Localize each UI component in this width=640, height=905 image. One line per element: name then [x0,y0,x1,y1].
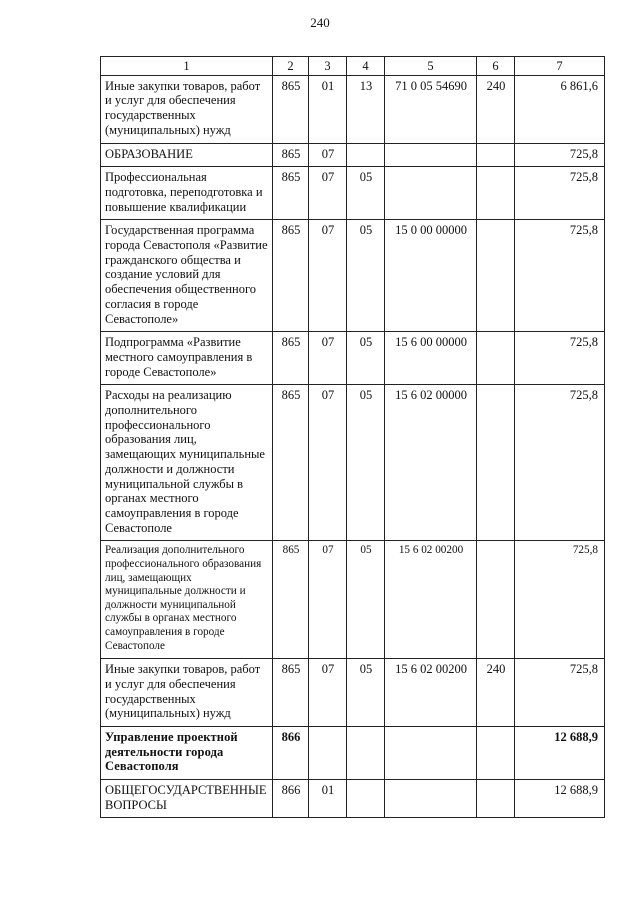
row-name: Иные закупки товаров, работ и услуг для обеспечения государственных (муниципальных) нужд [101,659,273,727]
budget-table [100,56,605,818]
section-code: 07 [309,220,347,332]
row-name: ОБРАЗОВАНИЕ [101,143,273,167]
row-name: Подпрограмма «Развитие местного самоуправления в городе Севастополе» [101,332,273,385]
subsection-code: 05 [347,659,385,727]
table-row [101,726,605,779]
expense-type [477,220,515,332]
column-header: 6 [477,57,515,76]
subsection-code: 05 [347,220,385,332]
amount: 725,8 [515,332,605,385]
table-row [101,220,605,332]
row-name: Реализация дополнительного профессионального образования лиц, замещающих муниципальные должности и должности муниципальной службы в органах местного самоуправления в городе Севастополе [101,541,273,659]
table-row [101,143,605,167]
row-name: Профессиональная подготовка, переподготовка и повышение квалификации [101,167,273,220]
subsection-code: 05 [347,332,385,385]
row-name: Государственная программа города Севастополя «Развитие гражданского общества и создание условий для обеспечения общественного согласия в городе Севастополе» [101,220,273,332]
section-code: 01 [309,75,347,143]
table-row [101,385,605,541]
ministry-code: 866 [273,780,309,818]
target-article [385,143,477,167]
ministry-code: 865 [273,659,309,727]
row-name: Управление проектной деятельности города Севастополя [101,726,273,779]
target-article: 15 0 00 00000 [385,220,477,332]
table-row [101,780,605,818]
subsection-code: 05 [347,541,385,659]
ministry-code: 866 [273,726,309,779]
row-name: Расходы на реализацию дополнительного профессионального образования лиц, замещающих муниципальные должности и должности муниципальной службы в органах местного самоуправления в городе Севастополе [101,385,273,541]
target-article: 15 6 02 00000 [385,385,477,541]
section-code: 07 [309,541,347,659]
amount: 725,8 [515,167,605,220]
expense-type [477,143,515,167]
ministry-code: 865 [273,220,309,332]
target-article: 15 6 02 00200 [385,541,477,659]
subsection-code [347,780,385,818]
target-article [385,780,477,818]
subsection-code [347,143,385,167]
ministry-code: 865 [273,143,309,167]
subsection-code: 13 [347,75,385,143]
column-header: 5 [385,57,477,76]
expense-type [477,541,515,659]
amount: 12 688,9 [515,726,605,779]
section-code: 01 [309,780,347,818]
column-header: 2 [273,57,309,76]
amount: 725,8 [515,143,605,167]
expense-type [477,780,515,818]
row-name: ОБЩЕГОСУДАРСТВЕННЫЕ ВОПРОСЫ [101,780,273,818]
amount: 12 688,9 [515,780,605,818]
table-row [101,541,605,659]
column-header: 7 [515,57,605,76]
expense-type [477,385,515,541]
target-article [385,167,477,220]
page-number: 240 [310,15,330,30]
amount: 725,8 [515,541,605,659]
section-code: 07 [309,332,347,385]
ministry-code: 865 [273,332,309,385]
row-name: Иные закупки товаров, работ и услуг для обеспечения государственных (муниципальных) нужд [101,75,273,143]
column-header: 3 [309,57,347,76]
section-code [309,726,347,779]
target-article: 71 0 05 54690 [385,75,477,143]
ministry-code: 865 [273,385,309,541]
subsection-code [347,726,385,779]
subsection-code: 05 [347,385,385,541]
expense-type [477,726,515,779]
section-code: 07 [309,659,347,727]
table-header-row [101,57,605,76]
ministry-code: 865 [273,75,309,143]
amount: 6 861,6 [515,75,605,143]
amount: 725,8 [515,220,605,332]
amount: 725,8 [515,659,605,727]
section-code: 07 [309,143,347,167]
section-code: 07 [309,167,347,220]
section-code: 07 [309,385,347,541]
target-article: 15 6 02 00200 [385,659,477,727]
column-header: 4 [347,57,385,76]
column-header: 1 [101,57,273,76]
table-row [101,167,605,220]
table-row [101,75,605,143]
target-article: 15 6 00 00000 [385,332,477,385]
expense-type: 240 [477,659,515,727]
expense-type [477,167,515,220]
table-row [101,659,605,727]
ministry-code: 865 [273,541,309,659]
table-row [101,332,605,385]
ministry-code: 865 [273,167,309,220]
amount: 725,8 [515,385,605,541]
subsection-code: 05 [347,167,385,220]
target-article [385,726,477,779]
expense-type [477,332,515,385]
expense-type: 240 [477,75,515,143]
